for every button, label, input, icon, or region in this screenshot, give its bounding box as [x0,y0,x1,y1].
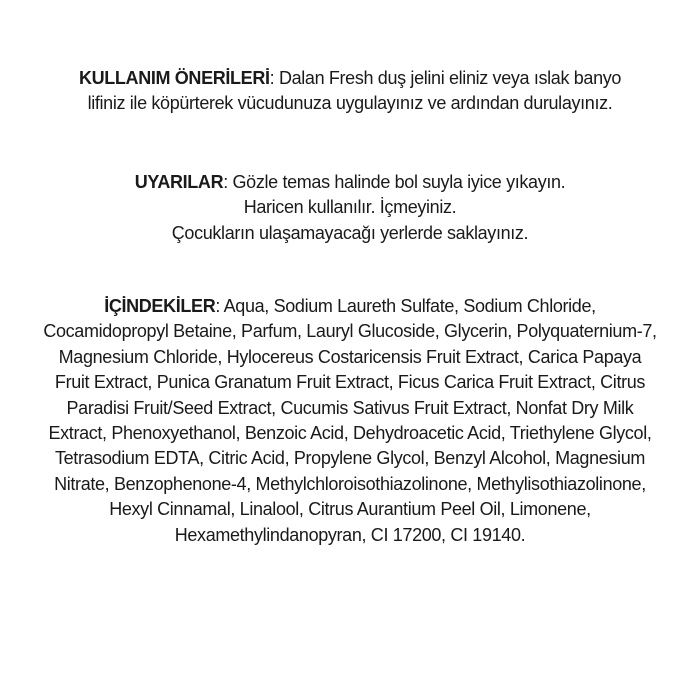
warnings-line-3: Çocukların ulaşamayacağı yerlerde saklayınız. [171,222,529,243]
usage-heading: KULLANIM ÖNERİLERİ [78,68,270,88]
warnings-heading: UYARILAR [134,172,224,192]
usage-line-1 [30,66,670,91]
warnings-text: : Gözle temas halinde bol suyla iyice yıkayın. [223,172,566,192]
warnings-line-2: Haricen kullanılır. İçmeyiniz. [243,197,457,218]
ingredients-line-4: Fruit Extract, Punica Granatum Fruit Extract, Ficus Carica Fruit Extract, Citrus [54,372,646,393]
ingredients-line-10: Hexamethylindanopyran, CI 17200, CI 19140. [174,524,526,545]
ingredients-line-9: Hexyl Cinnamal, Linalool, Citrus Aurantium Peel Oil, Limonene, [109,499,591,520]
warnings-line-1 [30,170,670,195]
usage-line-2: lifiniz ile köpürterek vücudunuza uygulayınız ve ardından durulayınız. [87,93,613,114]
ingredients-line-3: Magnesium Chloride, Hylocereus Costaricensis Fruit Extract, Carica Papaya [58,346,642,367]
ingredients-line-6: Extract, Phenoxyethanol, Benzoic Acid, Dehydroacetic Acid, Triethylene Glycol, [48,423,652,444]
ingredients-heading: İÇİNDEKİLER [104,296,216,316]
ingredients-line-1 [30,294,670,319]
usage-text: : Dalan Fresh duş jelini eliniz veya ıslak banyo [269,68,622,88]
ingredients-line-8: Nitrate, Benzophenone-4, Methylchloroisothiazolinone, Methylisothiazolinone, [54,473,646,494]
warnings-section [30,170,670,246]
usage-section [30,66,670,117]
ingredients-text: : Aqua, Sodium Laureth Sulfate, Sodium Chloride, [215,296,596,316]
ingredients-line-2: Cocamidopropyl Betaine, Parfum, Lauryl Glucoside, Glycerin, Polyquaternium-7, [43,321,657,342]
ingredients-line-5: Paradisi Fruit/Seed Extract, Cucumis Sativus Fruit Extract, Nonfat Dry Milk [66,397,634,418]
ingredients-line-7: Tetrasodium EDTA, Citric Acid, Propylene Glycol, Benzyl Alcohol, Magnesium [54,448,645,469]
ingredients-section [30,294,670,548]
